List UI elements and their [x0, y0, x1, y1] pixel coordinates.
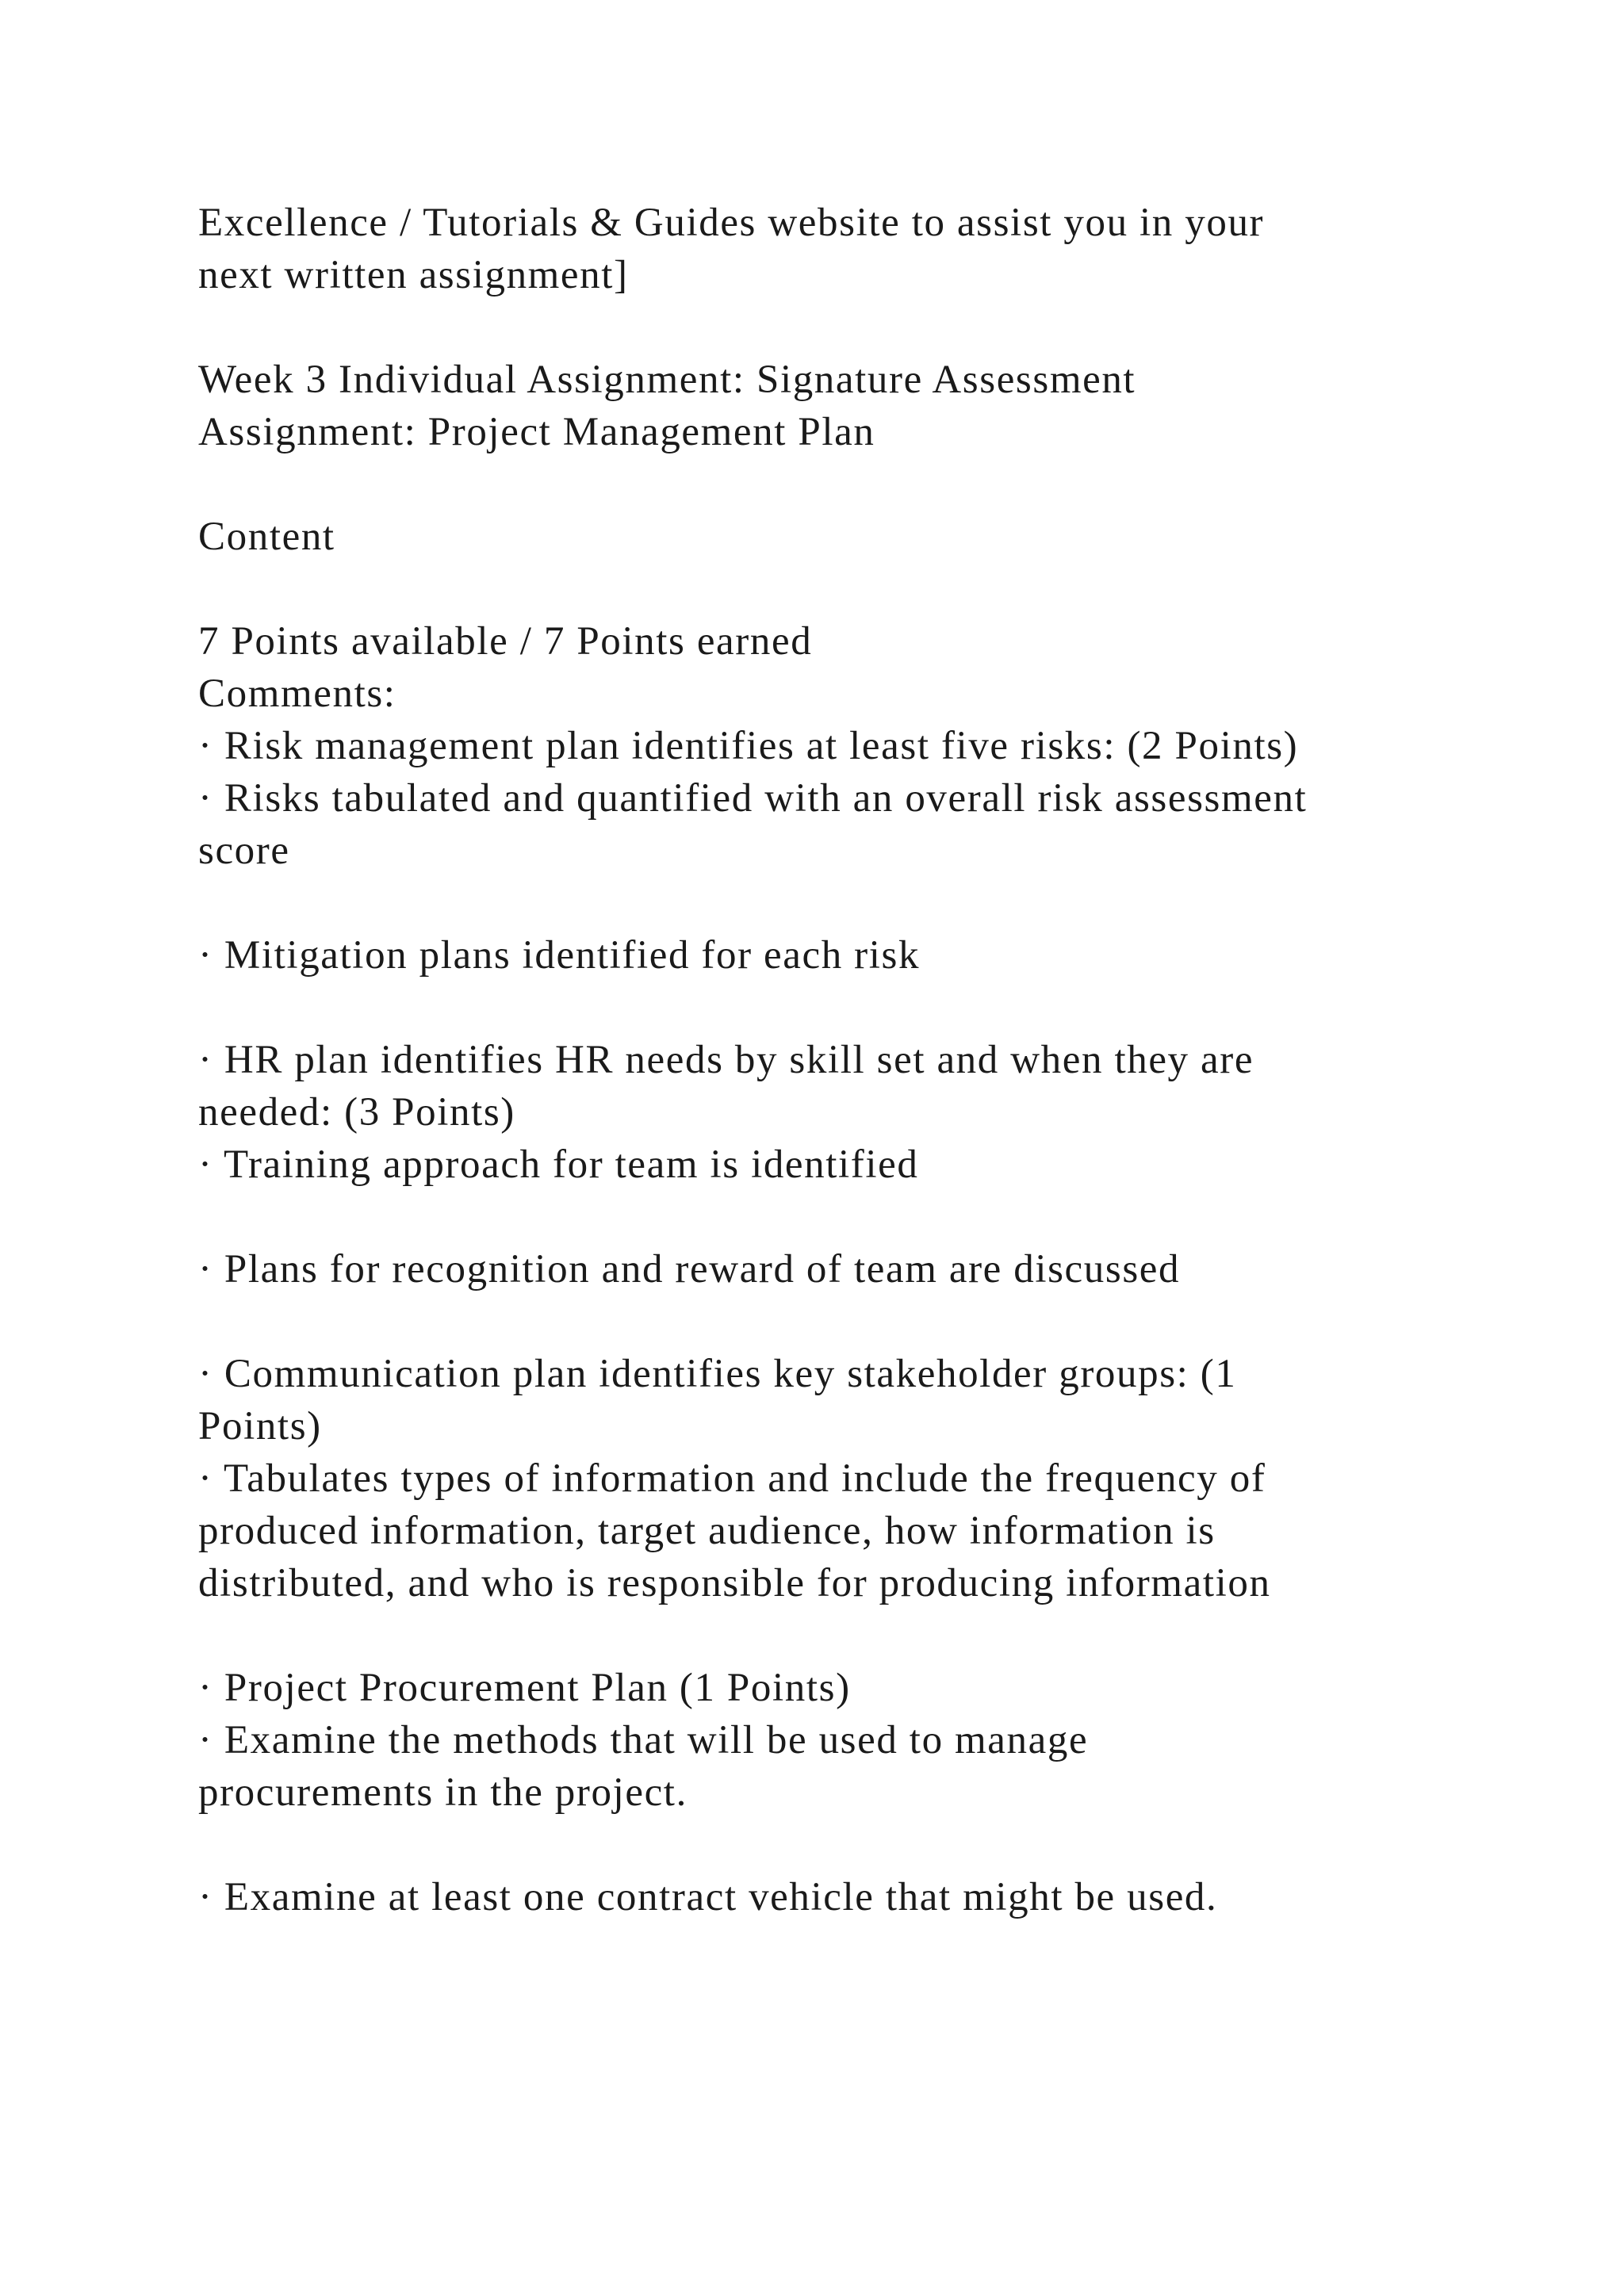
- bullet-training: · Training approach for team is identified: [198, 1142, 919, 1187]
- bullet-contract-vehicle: · Examine at least one contract vehicle that might be used.: [198, 1875, 1218, 1919]
- bullet-tabulates-line-1: · Tabulates types of information and include the frequency of: [198, 1456, 1266, 1501]
- communication-paragraph: [198, 1348, 1467, 1609]
- hr-paragraph: [198, 1034, 1467, 1191]
- bullet-comm-plan-line-1: · Communication plan identifies key stakeholder groups: (1: [198, 1352, 1237, 1396]
- section-heading-text: Content: [198, 515, 335, 559]
- bullet-tabulates-line-3: distributed, and who is responsible for producing information: [198, 1561, 1271, 1605]
- bullet-tabulates-line-2: produced information, target audience, how information is: [198, 1509, 1216, 1553]
- bullet-comm-plan-line-2: Points): [198, 1404, 322, 1448]
- intro-line-2: next written assignment]: [198, 253, 629, 297]
- comments-label: Comments:: [198, 672, 396, 716]
- grading-block: [198, 615, 1467, 877]
- bullet-mitigation: · Mitigation plans identified for each risk: [198, 933, 921, 978]
- document-body: [198, 197, 1467, 1923]
- intro-line-1: Excellence / Tutorials & Guides website to assist you in your: [198, 201, 1265, 245]
- bullet-risk-plan: · Risk management plan identifies at least five risks: (2 Points): [198, 724, 1299, 768]
- bullet-risks-tabulated-line-1: · Risks tabulated and quantified with an overall risk assessment: [198, 776, 1308, 821]
- assignment-title-line-1: Week 3 Individual Assignment: Signature Assessment: [198, 358, 1136, 402]
- assignment-title-line-2: Assignment: Project Management Plan: [198, 410, 875, 454]
- bullet-examine-methods-line-2: procurements in the project.: [198, 1770, 688, 1815]
- bullet-risks-tabulated-line-2: score: [198, 828, 290, 873]
- contract-paragraph: [198, 1871, 1467, 1923]
- bullet-hr-plan-line-2: needed: (3 Points): [198, 1090, 515, 1135]
- bullet-hr-plan-line-1: · HR plan identifies HR needs by skill set and when they are: [198, 1038, 1254, 1082]
- recognition-paragraph: [198, 1243, 1467, 1295]
- section-heading: [198, 511, 1467, 563]
- mitigation-paragraph: [198, 929, 1467, 982]
- bullet-examine-methods-line-1: · Examine the methods that will be used to manage: [198, 1718, 1089, 1762]
- bullet-procurement: · Project Procurement Plan (1 Points): [198, 1666, 851, 1710]
- procurement-paragraph: [198, 1662, 1467, 1819]
- assignment-title: [198, 354, 1467, 458]
- points-line: 7 Points available / 7 Points earned: [198, 619, 813, 664]
- intro-paragraph: [198, 197, 1467, 301]
- bullet-recognition: · Plans for recognition and reward of team are discussed: [198, 1247, 1181, 1292]
